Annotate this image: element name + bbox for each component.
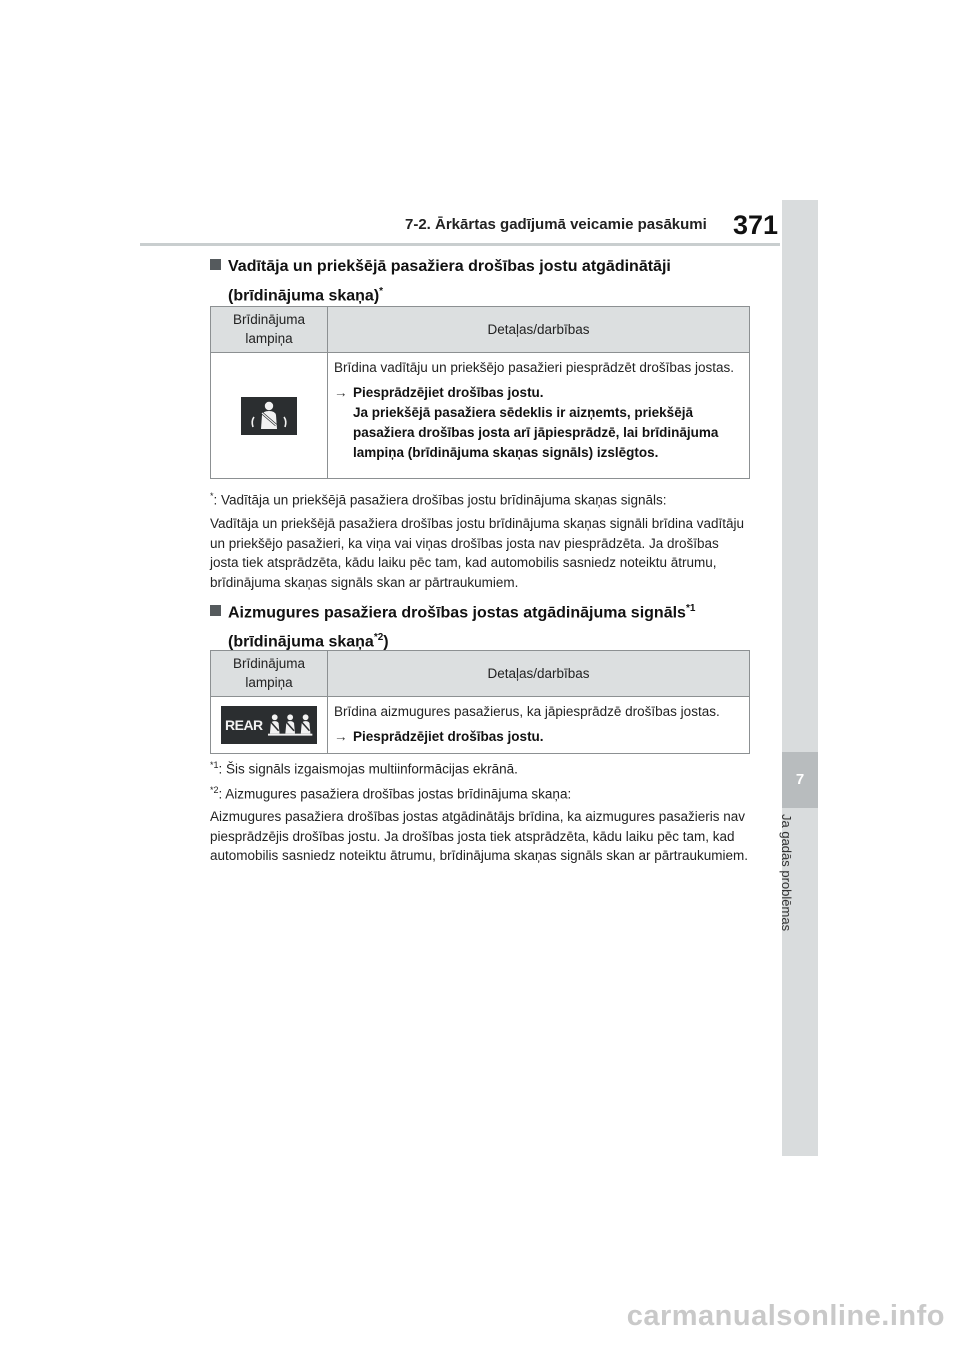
section2-heading-line1: Aizmugures pasažiera drošības jostas atgādinājuma signāls (228, 604, 686, 622)
footnote-text: : Vadītāja un priekšējā pasažiera drošības jostu brīdinājuma skaņas signāls: (213, 492, 667, 508)
chapter-label-text: Ja gadās problēmas (779, 814, 794, 932)
col-header-details: Detaļas/darbības (328, 651, 750, 697)
section2-heading-sup1: *1 (685, 603, 696, 614)
warning-description: Brīdina aizmugures pasažierus, ka jāpiesprādzē drošības jostas. (334, 704, 720, 719)
rear-seats-icon (267, 712, 313, 738)
page-number: 371 (733, 210, 779, 240)
square-bullet-icon (210, 259, 221, 270)
square-bullet-icon (210, 605, 221, 616)
col-header-details: Detaļas/darbības (328, 307, 750, 353)
details-cell (328, 697, 750, 754)
chapter-number-tab: 7 (782, 752, 818, 808)
chapter-side-strip (782, 200, 818, 1156)
rear-seatbelt-warning-icon (221, 706, 317, 744)
chapter-label (779, 814, 810, 974)
footnote (210, 487, 667, 510)
section2-heading (210, 596, 695, 655)
section1-heading (210, 254, 671, 308)
section1-heading-sup: * (379, 286, 384, 297)
header-divider (140, 243, 780, 246)
rear-label: REAR (225, 717, 263, 733)
section1-paragraph: Vadītāja un priekšējā pasažiera drošības jostu brīdinājuma skaņas signāli brīdina vadītāju un priekšējo pasažieri, ka viņa vai viņas drošības josta nav piesprādzēta. Ja drošības josta tiek atsprādzēta, kādu laiku pēc tam, kad automobilis sasniedz noteiktu ātrumu, brīdinājuma skaņas signāls skan ar pārtraukumiem. (210, 516, 745, 590)
section1-heading-line2: (brīdinājuma skaņa) (228, 287, 380, 305)
arrow-icon: → (334, 385, 348, 400)
section2-paragraph: Aizmugures pasažiera drošības jostas atgādinātājs brīdina, ka aizmugures pasažieris nav piesprādzējis drošības jostu. Ja drošības josta tiek atsprādzēta, kādu laiku pēc tam, kad automobilis sasniedz noteiktu ātrumu, brīdinājuma skaņas signāls skan ar pārtraukumiem. (210, 809, 749, 863)
section-title: 7-2. Ārkārtas gadījumā veicamie pasākumi (405, 216, 707, 233)
section2-heading-line2: (brīdinājuma skaņa (228, 633, 374, 651)
section2-heading-sup2: *2 (373, 632, 384, 644)
footnote-2-mark: *2 (210, 785, 219, 795)
action-text: Piesprādzējiet drošības jostu. (353, 385, 544, 400)
action-detail: Ja priekšējā pasažiera sēdeklis ir aizņemts, priekšējā pasažiera drošības josta arī jāpiesprādzē, lai brīdinājuma lampiņa (brīdinājuma skaņas signāls) izslēgtos. (353, 405, 719, 460)
section2-heading-close: ) (383, 633, 389, 651)
footnote-1-text: : Šis signāls izgaismojas multiinformācijas ekrānā. (218, 761, 518, 777)
footnote-1-mark: *1 (210, 760, 219, 770)
warning-table-rear (210, 650, 750, 754)
footnote-1 (210, 756, 518, 779)
arrow-icon: → (334, 729, 348, 744)
col-header-lamp: Brīdinājuma lampiņa (211, 651, 328, 697)
details-cell (328, 353, 750, 479)
warning-table-front (210, 306, 750, 479)
lamp-cell (211, 697, 328, 754)
section1-heading-line1: Vadītāja un priekšējā pasažiera drošības jostu atgādinātāji (228, 258, 671, 275)
watermark: carmanualsonline.info (626, 1300, 945, 1332)
seatbelt-warning-icon (241, 397, 297, 435)
lamp-cell (211, 353, 328, 479)
action-text: Piesprādzējiet drošības jostu. (353, 729, 544, 744)
footnote-2 (210, 781, 571, 804)
warning-description: Brīdina vadītāju un priekšējo pasažieri piesprādzēt drošības jostas. (334, 360, 734, 375)
footnote-2-text: : Aizmugures pasažiera drošības jostas brīdinājuma skaņa: (218, 786, 572, 802)
col-header-lamp: Brīdinājuma lampiņa (211, 307, 328, 353)
footnote-mark: * (210, 491, 214, 501)
